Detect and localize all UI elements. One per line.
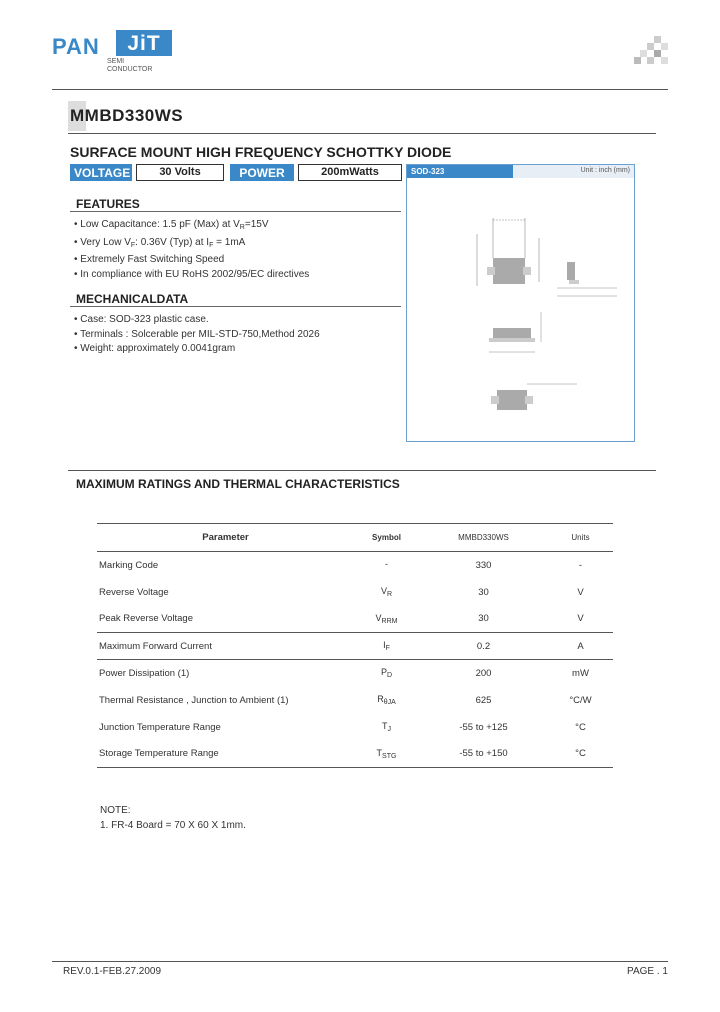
footprint-pad-right: [525, 396, 533, 404]
cell-units: V: [548, 606, 613, 633]
cell-symbol: $T_{STG}$: [354, 741, 419, 768]
features-rule: [70, 211, 401, 212]
cell-parameter: Reverse Voltage: [99, 586, 169, 598]
cell-units: °C: [575, 721, 586, 733]
cell-units: A: [548, 633, 613, 660]
footprint-body: [497, 390, 527, 410]
logo-text-jit: JiT: [127, 32, 161, 55]
table-row: [97, 552, 613, 579]
col-symbol: Symbol: [354, 524, 419, 552]
col-units: Units: [548, 524, 613, 552]
features-list: [74, 218, 309, 282]
page-title: MMBD330WS: [70, 106, 184, 125]
table-row: [97, 606, 613, 633]
table-header-row: [97, 524, 613, 552]
cell-parameter: Peak Reverse Voltage: [97, 606, 354, 633]
package-outline-drawing: [407, 178, 634, 441]
power-label: POWER: [230, 164, 294, 181]
cell-value: 0.2: [419, 633, 548, 660]
table-row: [97, 633, 613, 660]
mechanical-list: [74, 313, 320, 357]
table-row: [97, 741, 613, 768]
note-item: 1. FR-4 Board = 70 X 60 X 1mm.: [100, 820, 246, 831]
cell-units: -: [578, 559, 583, 571]
side-view-lead: [569, 280, 579, 284]
cell-parameter: Marking Code: [99, 559, 159, 571]
package-body-top: [493, 258, 525, 284]
side-view-body: [567, 262, 575, 280]
cell-parameter: Storage Temperature Range: [97, 741, 354, 768]
header-rule: [52, 89, 668, 90]
cell-value: 200: [475, 667, 492, 679]
revision-label: REV.0.1-FEB.27.2009: [63, 966, 162, 977]
cell-value: -55 to +125: [459, 721, 508, 733]
product-subtitle: SURFACE MOUNT HIGH FREQUENCY SCHOTTKY DIODE: [70, 144, 452, 160]
cell-units: V: [577, 586, 584, 598]
logo-text-pan: PAN: [52, 34, 100, 59]
table-row: [97, 660, 613, 687]
cell-value: 30: [419, 606, 548, 633]
cell-units: °C/W: [569, 694, 592, 706]
cell-parameter: Power Dissipation (1): [99, 667, 190, 679]
page-number: PAGE . 1: [627, 966, 668, 977]
package-header: [407, 165, 634, 178]
voltage-value: 30 Volts: [136, 164, 224, 181]
feature-item: • Extremely Fast Switching Speed: [74, 254, 225, 265]
package-drawing-frame: [406, 164, 635, 442]
mechanical-rule: [70, 306, 401, 307]
cell-parameter: Maximum Forward Current: [97, 633, 354, 660]
cell-units: mW: [572, 667, 589, 679]
mechanical-item: • Weight: approximately 0.0041gram: [74, 343, 236, 354]
ratings-heading: MAXIMUM RATINGS AND THERMAL CHARACTERISTICS: [76, 477, 400, 491]
cell-symbol: $V_{RRM}$: [354, 606, 419, 633]
package-label: SOD-323: [407, 165, 513, 178]
ratings-table: [97, 523, 613, 768]
logo-jit-box: [116, 30, 172, 56]
title-rule: [68, 133, 656, 134]
section-rule: [68, 470, 656, 471]
feature-item: • Low Capacitance: 1.5 pF (Max) at $V_R=15V$: [74, 219, 269, 231]
cell-value: 330: [475, 559, 492, 571]
cell-value: 30: [478, 586, 489, 598]
cell-units: °C: [548, 741, 613, 768]
lead-right: [523, 267, 531, 275]
table-row: [97, 579, 613, 606]
end-view-base: [489, 338, 535, 342]
power-value: 200mWatts: [298, 164, 402, 181]
mechanical-heading: MECHANICALDATA: [76, 292, 189, 306]
feature-item: • In compliance with EU RoHS 2002/95/EC directives: [74, 268, 310, 280]
table-row: [97, 714, 613, 741]
cell-symbol: $P_D$: [380, 667, 393, 680]
logo-subtitle-semi: SEMI: [107, 58, 125, 65]
pixel-decoration-icon: [634, 36, 668, 70]
cell-value: 625: [475, 694, 492, 706]
mechanical-item: • Case: SOD-323 plastic case.: [74, 314, 209, 325]
features-heading: FEATURES: [76, 197, 140, 211]
col-parameter: Parameter: [97, 524, 354, 552]
cell-parameter: Junction Temperature Range: [99, 721, 221, 733]
footprint-pad-left: [491, 396, 499, 404]
cell-symbol: $T_J$: [382, 721, 391, 733]
mechanical-item: • Terminals : Solcerable per MIL-STD-750,Method 2026: [74, 328, 320, 340]
col-part: MMBD330WS: [419, 524, 548, 552]
feature-item: • Very Low $V_F$: 0.36V (Typ) at $I_F = 1mA$: [74, 236, 246, 249]
cell-symbol: $V_R$: [380, 586, 393, 598]
cell-value: -55 to +150: [419, 741, 548, 768]
note-heading: NOTE:: [100, 805, 131, 816]
logo-subtitle-conductor: CONDUCTOR: [107, 66, 153, 73]
footer-rule: [52, 961, 668, 962]
cell-symbol: $I_F$: [354, 633, 419, 660]
table-row: [97, 687, 613, 714]
voltage-label: VOLTAGE: [70, 164, 132, 181]
cell-parameter: Thermal Resistance , Junction to Ambient (1): [99, 694, 289, 706]
package-unit: Unit : inch (mm): [580, 167, 630, 174]
lead-left: [487, 267, 495, 275]
cell-symbol: -: [385, 559, 388, 570]
cell-symbol: $R_{\theta JA}$: [377, 694, 396, 706]
